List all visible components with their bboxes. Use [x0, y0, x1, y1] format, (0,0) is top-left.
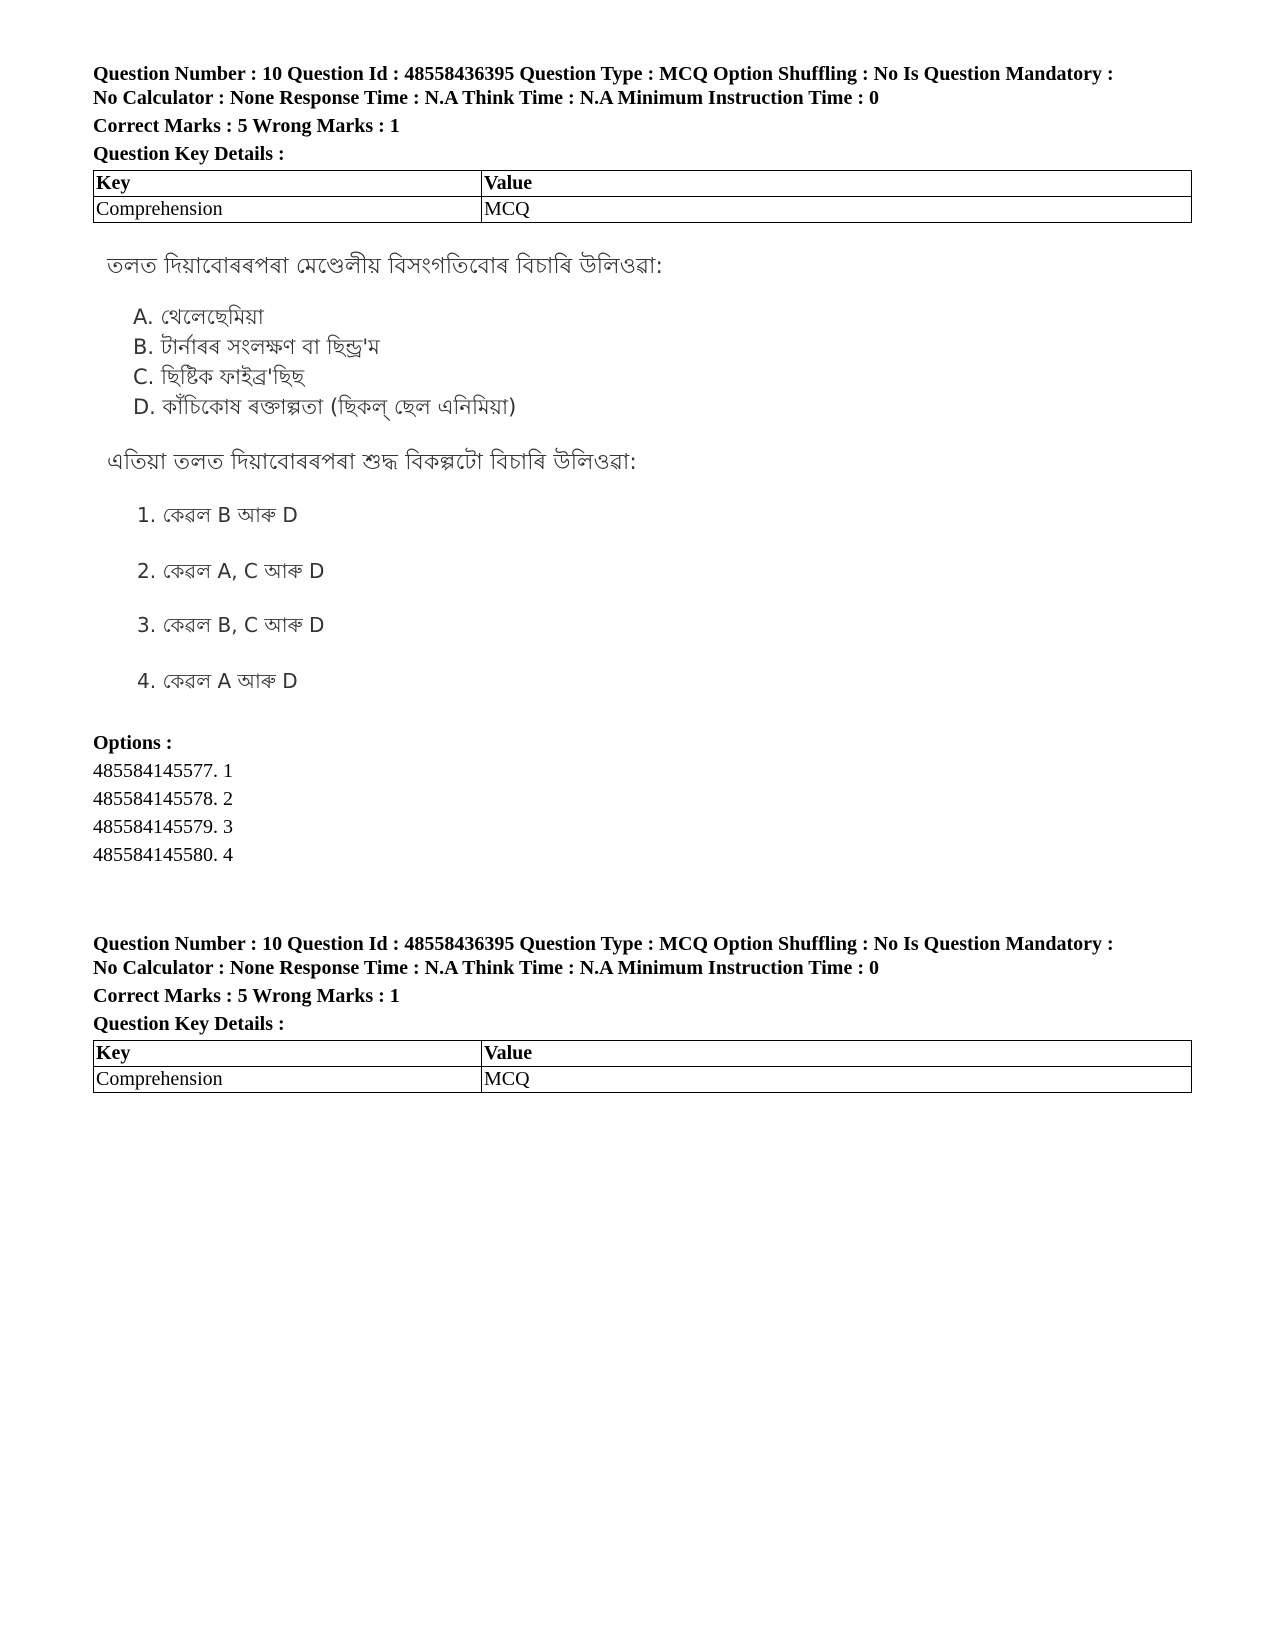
question-instruction: এতিয়া তলত দিয়াবোৰৰপৰা শুদ্ধ বিকল্পটো বিচাৰি উলিওৱা: — [107, 450, 638, 475]
table-header-key: Key — [94, 171, 482, 197]
key-details-label: Question Key Details : — [93, 143, 285, 165]
table-cell-value: MCQ — [482, 197, 1192, 223]
statement-b: B. টাৰ্নাৰৰ সংলক্ষণ বা ছিন্ড্ৰ'ম — [133, 335, 380, 359]
question-block-2 — [93, 932, 1193, 1093]
table-cell-value: MCQ — [482, 1067, 1192, 1093]
question-meta-line-1: Question Number : 10 Question Id : 48558436395 Question Type : MCQ Option Shuffling : No Is Question Mandatory : — [93, 933, 1114, 955]
choice-4: 4. কেৱল A আৰু D — [137, 669, 298, 693]
statement-c: C. ছিষ্টিক ফাইব্ৰ'ছিছ — [133, 365, 305, 389]
marks-line: Correct Marks : 5 Wrong Marks : 1 — [93, 115, 400, 137]
marks-line: Correct Marks : 5 Wrong Marks : 1 — [93, 985, 400, 1007]
question-meta-line-1: Question Number : 10 Question Id : 48558436395 Question Type : MCQ Option Shuffling : No Is Question Mandatory : — [93, 63, 1114, 85]
table-header-row — [94, 1041, 1192, 1067]
statement-a: A. থেলেছেমিয়া — [133, 305, 264, 329]
question-image — [107, 239, 727, 729]
table-cell-key: Comprehension — [94, 1067, 482, 1093]
table-row — [94, 1067, 1192, 1093]
option-item: 485584145579. 3 — [93, 816, 233, 838]
option-item: 485584145580. 4 — [93, 844, 233, 866]
options-label: Options : — [93, 732, 173, 754]
option-item: 485584145577. 1 — [93, 760, 233, 782]
option-item: 485584145578. 2 — [93, 788, 233, 810]
question-meta-line-2: No Calculator : None Response Time : N.A Think Time : N.A Minimum Instruction Time : 0 — [93, 87, 879, 109]
question-block-1 — [93, 62, 1193, 869]
choice-2: 2. কেৱল A, C আৰু D — [137, 559, 325, 583]
choice-3: 3. কেৱল B, C আৰু D — [137, 613, 325, 637]
table-header-value: Value — [482, 171, 1192, 197]
table-header-value: Value — [482, 1041, 1192, 1067]
key-details-table — [93, 1040, 1192, 1093]
table-row — [94, 197, 1192, 223]
question-stem: তলত দিয়াবোৰৰপৰা মেণ্ডেলীয় বিসংগতিবোৰ বিচাৰি উলিওৱা: — [107, 254, 664, 279]
statement-d: D. কাঁচিকোষ ৰক্তাল্পতা (ছিকল্ ছেল এনিমিয়া) — [133, 395, 517, 419]
question-meta-line-2: No Calculator : None Response Time : N.A Think Time : N.A Minimum Instruction Time : 0 — [93, 957, 879, 979]
table-header-key: Key — [94, 1041, 482, 1067]
table-cell-key: Comprehension — [94, 197, 482, 223]
key-details-table — [93, 170, 1192, 223]
choice-1: 1. কেৱল B আৰু D — [137, 503, 298, 527]
key-details-label: Question Key Details : — [93, 1013, 285, 1035]
table-header-row — [94, 171, 1192, 197]
